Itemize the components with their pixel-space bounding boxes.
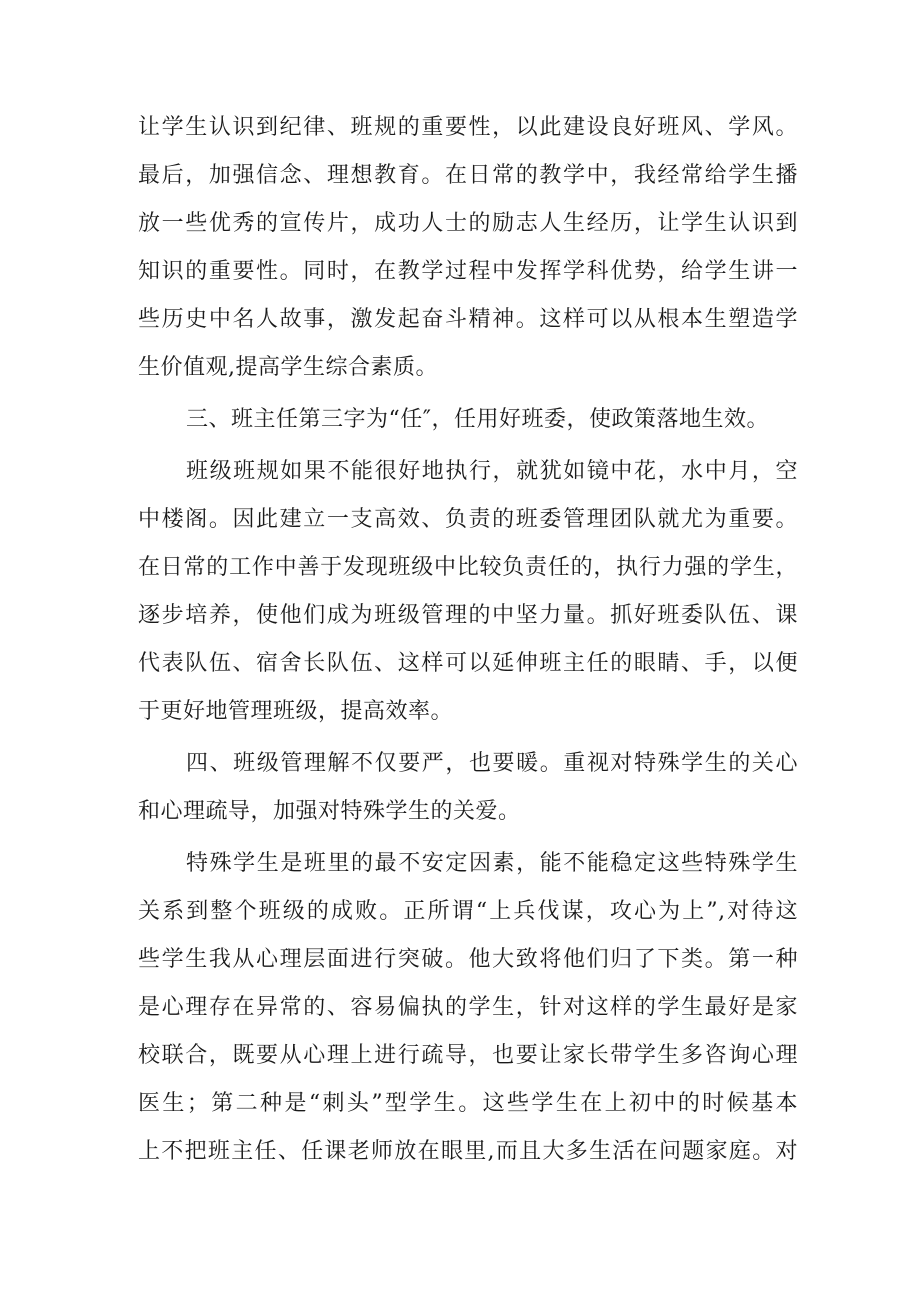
text-line: 是心理存在异常的、容易偏执的学生，针对这样的学生最好是家 — [138, 995, 798, 1020]
text-line: 班级班规如果不能很好地执行，就犹如镜中花，水中月，空 — [186, 459, 798, 484]
text-line: 放一些优秀的宣传片，成功人士的励志人生经历，让学生认识到 — [138, 211, 798, 236]
text-line: 医生；第二种是“刺头”型学生。这些学生在上初中的时候基本 — [138, 1091, 798, 1116]
text-line: 些历史中名人故事，激发起奋斗精神。这样可以从根本生塑造学 — [138, 307, 798, 332]
text-line: 逐步培养，使他们成为班级管理的中坚力量。抓好班委队伍、课 — [138, 603, 798, 628]
text-line: 最后，加强信念、理想教育。在日常的教学中，我经常给学生播 — [138, 163, 798, 188]
text-line: 知识的重要性。同时，在教学过程中发挥学科优势，给学生讲一 — [138, 259, 798, 284]
section-heading: 三、班主任第三字为“任″，任用好班委，使政策落地生效。 — [186, 407, 769, 432]
text-line: 中楼阁。因此建立一支高效、负责的班委管理团队就尤为重要。 — [138, 507, 798, 532]
section-heading: 四、班级管理解不仅要严，也要暖。重视对特殊学生的关心 — [186, 751, 798, 776]
text-line: 特殊学生是班里的最不安定因素，能不能稳定这些特殊学生 — [186, 851, 798, 876]
text-line: 些学生我从心理层面进行突破。他大致将他们归了下类。第一种 — [138, 947, 798, 972]
section-heading: 和心理疏导，加强对特殊学生的关爱。 — [138, 799, 521, 824]
text-line: 代表队伍、宿舍长队伍、这样可以延伸班主任的眼睛、手，以便 — [138, 651, 798, 676]
text-line: 在日常的工作中善于发现班级中比较负责任的，执行力强的学生， — [138, 555, 798, 580]
text-line: 上不把班主任、任课老师放在眼里,而且大多生活在问题家庭。对 — [138, 1139, 798, 1164]
text-line: 校联合，既要从心理上进行疏导，也要让家长带学生多咨询心理 — [138, 1043, 798, 1068]
text-line: 于更好地管理班级，提高效率。 — [138, 699, 454, 724]
text-line: 让学生认识到纪律、班规的重要性，以此建设良好班风、学风。 — [138, 115, 798, 140]
text-line: 关系到整个班级的成败。正所谓“上兵伐谋，攻心为上”,对待这 — [138, 899, 798, 924]
text-line: 生价值观,提高学生综合素质。 — [138, 355, 438, 380]
